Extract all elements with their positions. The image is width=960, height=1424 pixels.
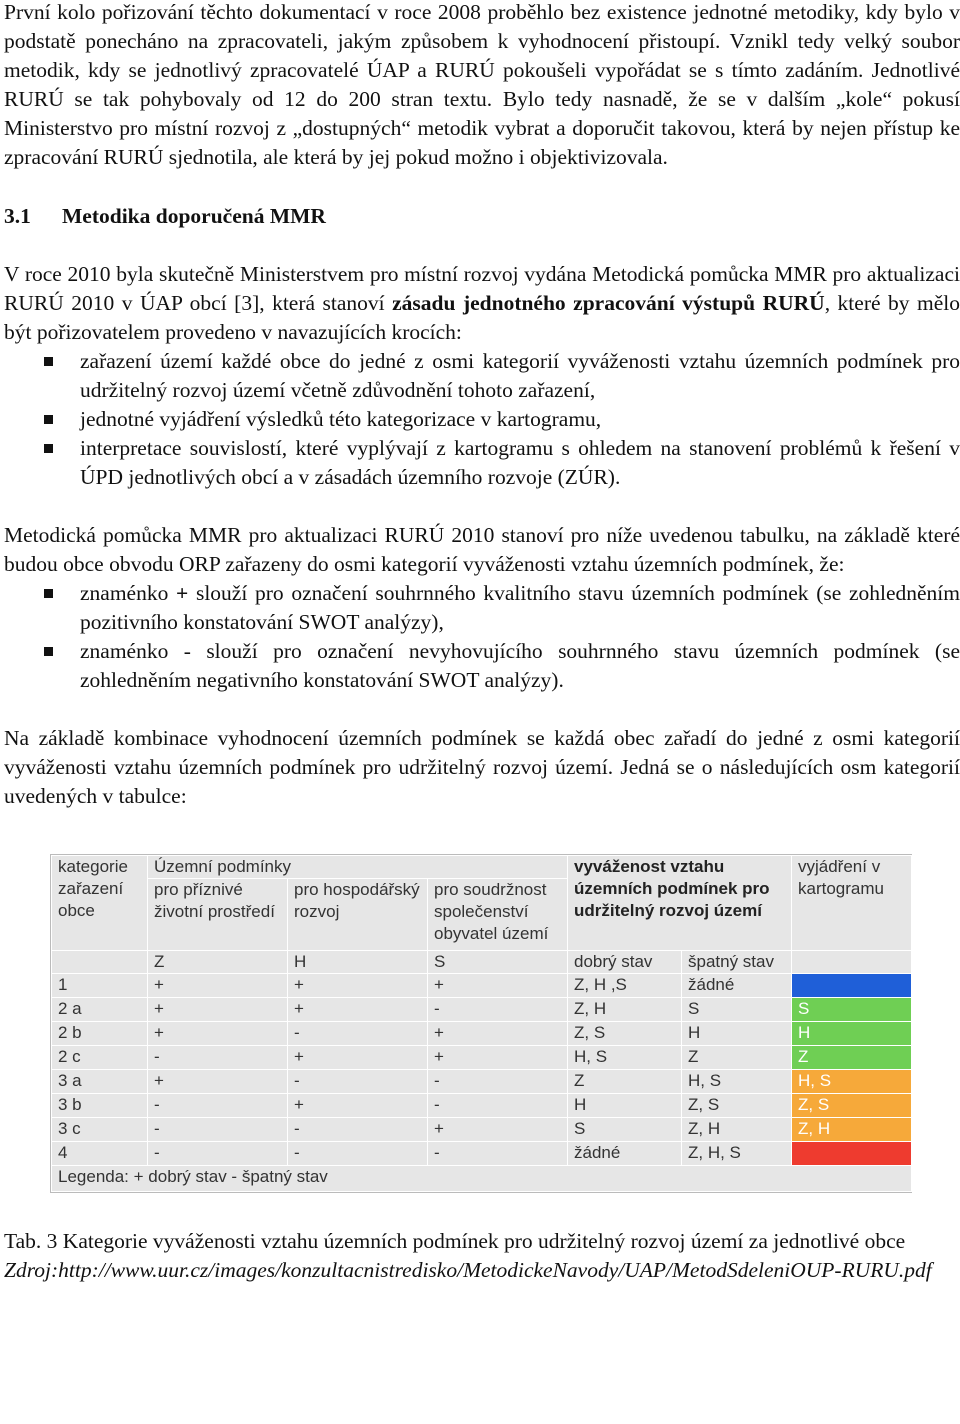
cell-category: 2 b: [52, 1022, 148, 1046]
table-row: [52, 1022, 912, 1046]
list-item: [4, 405, 960, 434]
cell-category: 2 a: [52, 998, 148, 1022]
cell-cartogram: [792, 1142, 912, 1166]
cell-h: +: [288, 998, 428, 1022]
cell-h: -: [288, 1070, 428, 1094]
cell-bad-state: H, S: [682, 1070, 792, 1094]
cell-good-state: žádné: [568, 1142, 682, 1166]
header-cohesion: pro soudržnost společenství obyvatel území: [428, 879, 568, 951]
cell-z: +: [148, 1022, 288, 1046]
cell-z: -: [148, 1118, 288, 1142]
cell-s: +: [428, 1118, 568, 1142]
cell-category: 4: [52, 1142, 148, 1166]
cell-s: -: [428, 1094, 568, 1118]
cell-s: -: [428, 1070, 568, 1094]
list-item-text: slouží pro označení souhrnného kvalitního stavu územních podmínek (se zohledněním pozitivního konstatování SWOT analýzy),: [80, 581, 960, 634]
cell-good-state: S: [568, 1118, 682, 1142]
cell-good-state: Z, H: [568, 998, 682, 1022]
cell-good-state: Z, H ,S: [568, 974, 682, 998]
table-legend-row: [52, 1166, 912, 1192]
subheader-z: Z: [148, 951, 288, 974]
table-row: [52, 998, 912, 1022]
cell-z: -: [148, 1046, 288, 1070]
table-row: [52, 974, 912, 998]
cell-good-state: Z: [568, 1070, 682, 1094]
header-environment: pro příznivé životní prostředí: [148, 879, 288, 951]
header-category: kategorie zařazení obce: [52, 856, 148, 951]
paragraph-methodology: [4, 260, 960, 347]
paragraph-text: , které by mělo být pořizovatelem provedeno v navazujících krocích:: [4, 291, 960, 344]
category-table: [51, 855, 912, 1192]
section-heading: [4, 202, 960, 231]
cell-h: +: [288, 1094, 428, 1118]
cell-z: +: [148, 974, 288, 998]
header-cartogram: vyjádření v kartogramu: [792, 856, 912, 951]
cell-h: +: [288, 1046, 428, 1070]
list-item: [4, 347, 960, 405]
cell-z: -: [148, 1142, 288, 1166]
cell-bad-state: Z, S: [682, 1094, 792, 1118]
cell-s: +: [428, 1022, 568, 1046]
cell-bad-state: Z, H, S: [682, 1142, 792, 1166]
cell-cartogram: [792, 974, 912, 998]
cell-cartogram: Z: [792, 1046, 912, 1070]
cell-h: +: [288, 974, 428, 998]
cell-s: -: [428, 1142, 568, 1166]
cell-good-state: H, S: [568, 1046, 682, 1070]
cell-h: -: [288, 1118, 428, 1142]
section-number: 3.1: [4, 204, 31, 228]
table-row: [52, 1070, 912, 1094]
plus-sign: +: [176, 581, 189, 605]
table-row: [52, 1118, 912, 1142]
list-item-text: interpretace souvislostí, které vyplývají z kartogramu s ohledem na stanovení problémů k řešení v ÚPD jednotlivých obcí a v zásadách územního rozvoje (ZÚR).: [80, 436, 960, 489]
cell-good-state: Z, S: [568, 1022, 682, 1046]
table-legend: Legenda: + dobrý stav - špatný stav: [52, 1166, 912, 1192]
cell-cartogram: Z, H: [792, 1118, 912, 1142]
list-item: [4, 637, 960, 695]
cell-s: -: [428, 998, 568, 1022]
section-title: Metodika doporučená MMR: [62, 204, 326, 228]
square-bullet-icon: [44, 589, 53, 598]
source-citation: Zdroj:http://www.uur.cz/images/konzultacnistredisko/MetodickeNavody/UAP/MetodSdeleniOUP-RURU.pdf: [4, 1258, 932, 1282]
list-item-text: znaménko: [80, 639, 184, 663]
header-conditions: Územní podmínky: [148, 856, 568, 879]
paragraph-text: V roce 2010 byla skutečně Ministerstvem pro místní rozvoj vydána Metodická pomůcka MMR pro aktualizaci RURÚ 2010 v ÚAP obcí [3], která stanoví: [4, 262, 960, 315]
table-row: [52, 1142, 912, 1166]
cell-h: -: [288, 1142, 428, 1166]
cell-category: 1: [52, 974, 148, 998]
list-item: [4, 434, 960, 492]
table-row: [52, 1046, 912, 1070]
cell-s: +: [428, 974, 568, 998]
header-economy: pro hospodářský rozvoj: [288, 879, 428, 951]
subheader-empty: [792, 951, 912, 974]
square-bullet-icon: [44, 647, 53, 656]
minus-sign: -: [183, 639, 191, 663]
cell-z: +: [148, 998, 288, 1022]
steps-list: [4, 347, 960, 492]
cell-bad-state: H: [682, 1022, 792, 1046]
cell-category: 3 c: [52, 1118, 148, 1142]
cell-cartogram: Z, S: [792, 1094, 912, 1118]
list-item: [4, 579, 960, 637]
table-row: [52, 1094, 912, 1118]
subheader-bad: špatný stav: [682, 951, 792, 974]
cell-category: 3 a: [52, 1070, 148, 1094]
table-subheader-row: [52, 951, 912, 974]
paragraph-intro: První kolo pořizování těchto dokumentací v roce 2008 proběhlo bez existence jednotné metodiky, kdy bylo v podstatě ponecháno na zpracovateli, jakým způsobem k vyhodnocení přistoupí. Vznikl tedy velký soubor metodik, kdy se jednotlivý zpracovatelé ÚAP a RURÚ pokoušeli vypořádat se s tímto zadáním. Jednotlivé RURÚ se tak pohybovaly od 12 do 200 stran textu. Bylo tedy nasnadě, že se v dalším „kole“ pokusí Ministerstvo pro místní rozvoj z „dostupných“ metodik vybrat a doporučit takovou, která by nejen přístup ke zpracování RURÚ sjednotila, ale která by jej pokud možno i objektivizovala.: [4, 0, 960, 169]
list-item-text: slouží pro označení nevyhovujícího souhrnného stavu územních podmínek (se zohledněním negativního konstatování SWOT analýzy).: [80, 639, 960, 692]
list-item-text: jednotné vyjádření výsledků této kategorizace v kartogramu,: [80, 407, 602, 431]
list-item-text: zařazení území každé obce do jedné z osmi kategorií vyváženosti vztahu územních podmínek pro udržitelný rozvoj území včetně zdůvodnění tohoto zařazení,: [80, 349, 960, 402]
table-header-row: [52, 856, 912, 879]
cell-cartogram: H: [792, 1022, 912, 1046]
cell-category: 3 b: [52, 1094, 148, 1118]
subheader-good: dobrý stav: [568, 951, 682, 974]
table-caption: Tab. 3 Kategorie vyváženosti vztahu územních podmínek pro udržitelný rozvoj území za jednotlivé obce: [4, 1229, 906, 1253]
paragraph-bold-text: zásadu jednotného zpracování výstupů RURÚ: [392, 291, 825, 315]
category-table-figure: [50, 854, 912, 1193]
cell-bad-state: Z: [682, 1046, 792, 1070]
header-balance: vyváženost vztahu územních podmínek pro udržitelný rozvoj území: [568, 856, 792, 951]
cell-good-state: H: [568, 1094, 682, 1118]
paragraph-categories: Na základě kombinace vyhodnocení územních podmínek se každá obec zařadí do jedné z osmi kategorií vyváženosti vztahu územních podmínek pro udržitelný rozvoj území. Jedná se o následujících osm kategorií uvedených v tabulce:: [4, 726, 960, 808]
cell-cartogram: S: [792, 998, 912, 1022]
cell-z: +: [148, 1070, 288, 1094]
cell-s: +: [428, 1046, 568, 1070]
cell-h: -: [288, 1022, 428, 1046]
subheader-h: H: [288, 951, 428, 974]
square-bullet-icon: [44, 415, 53, 424]
square-bullet-icon: [44, 357, 53, 366]
signs-list: [4, 579, 960, 695]
cell-category: 2 c: [52, 1046, 148, 1070]
cell-bad-state: S: [682, 998, 792, 1022]
list-item-text: znaménko: [80, 581, 177, 605]
cell-cartogram: H, S: [792, 1070, 912, 1094]
cell-bad-state: Z, H: [682, 1118, 792, 1142]
cell-bad-state: žádné: [682, 974, 792, 998]
cell-z: -: [148, 1094, 288, 1118]
subheader-s: S: [428, 951, 568, 974]
square-bullet-icon: [44, 444, 53, 453]
paragraph-signs: Metodická pomůcka MMR pro aktualizaci RURÚ 2010 stanoví pro níže uvedenou tabulku, na základě které budou obce obvodu ORP zařazeny do osmi kategorií vyváženosti vztahu územních podmínek, že:: [4, 523, 960, 576]
subheader-empty: [52, 951, 148, 974]
